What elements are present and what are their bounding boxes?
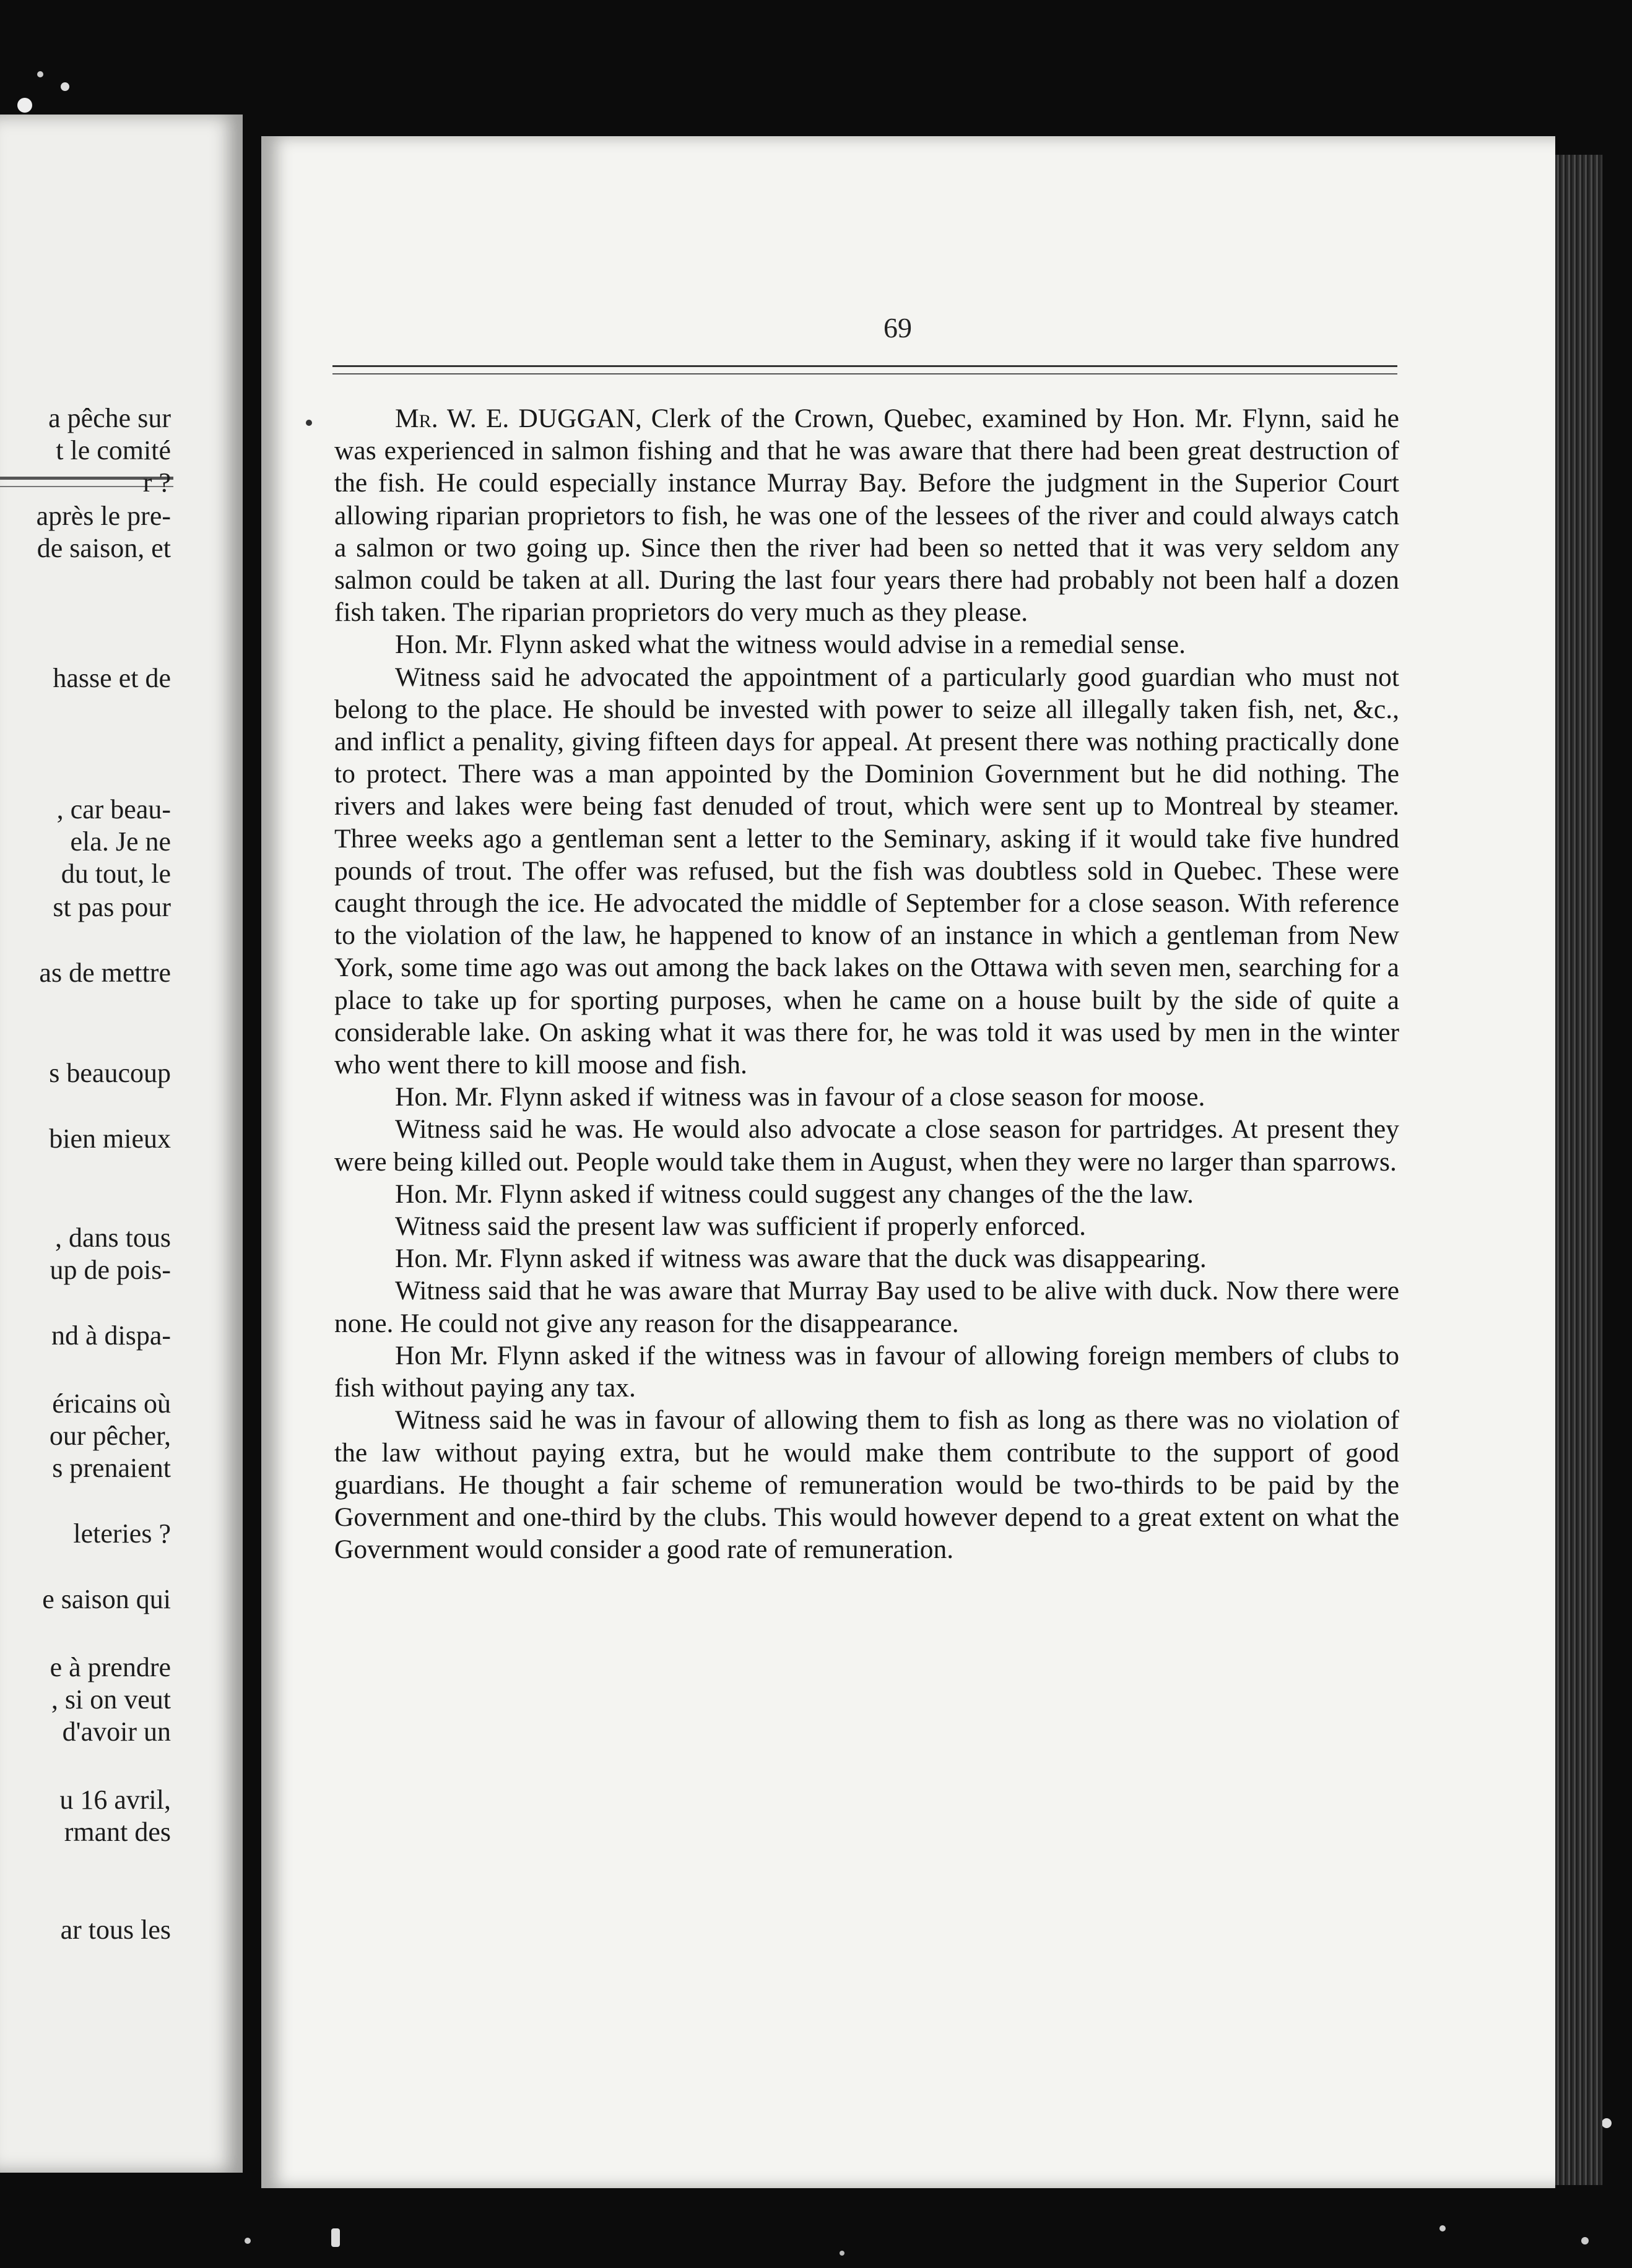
facing-line: éricains où bbox=[52, 1388, 171, 1419]
film-speck bbox=[331, 2228, 340, 2247]
paragraph-2: Hon. Mr. Flynn asked what the witness would advise in a remedial sense. bbox=[395, 630, 1186, 660]
facing-line: hasse et de bbox=[53, 663, 171, 693]
facing-line: r ? bbox=[142, 467, 171, 498]
speaker-title: Mr. bbox=[395, 404, 438, 433]
facing-line: ela. Je ne bbox=[70, 826, 171, 857]
facing-line: de saison, et bbox=[37, 533, 171, 563]
facing-page-fragment bbox=[0, 115, 243, 2173]
paragraph-4: Hon. Mr. Flynn asked if witness was in favour of a close season for moose. bbox=[395, 1082, 1205, 1112]
paragraph-11: Witness said he was in favour of allowing them to fish as long as there was no violation of the law without paying extra, but he would make them contribute to the support of good guardians. He thought a fair scheme of remuneration would be two-thirds to be paid by the Government and one-third by the clubs. This would however depend to a great extent on what the Government would consider a good rate of remuneration. bbox=[334, 1405, 1399, 1565]
facing-line: d'avoir un bbox=[62, 1716, 171, 1747]
facing-line: our pêcher, bbox=[49, 1421, 171, 1451]
facing-line: e saison qui bbox=[42, 1584, 171, 1614]
facing-line: u 16 avril, bbox=[59, 1785, 171, 1815]
facing-line: e à prendre bbox=[50, 1652, 171, 1682]
facing-line: s beaucoup bbox=[49, 1058, 171, 1088]
paragraph-7: Witness said the present law was sufficient if properly enforced. bbox=[395, 1211, 1087, 1242]
paragraph-8: Hon. Mr. Flynn asked if witness was aware that the duck was disappearing. bbox=[395, 1244, 1207, 1274]
page-number: 69 bbox=[883, 312, 912, 344]
paragraph-3: Witness said he advocated the appointment of a particularly good guardian who must not belong to the place. He should be invested with power to seize all illegally taken fish, net, &c., and inflict a penality, giving fifteen days for appeal. At present there was nothing practically done to protect. There was a man appointed by the Dominion Government but he did nothing. The rivers and lakes were being fast denuded of trout, which were sent up to Montreal by steamer. Three weeks ago a gentleman sent a letter to the Seminary, asking if it would take five hundred pounds of trout. The offer was refused, but the fish was doubtless sold in Quebec. These were caught through the ice. He advocated the middle of September for a close season. With reference to the violation of the law, he happened to know of an instance in which a gentleman from New York, some time ago was out among the back lakes on the Ottawa with seven men, searching for a place to take up for sporting purposes, when he came on a house built by the side of quite a considerable lake. On asking what it was there for, he was told it was used by men in the winter who went there to kill moose and fish. bbox=[334, 662, 1399, 1080]
facing-line: a pêche sur bbox=[48, 403, 171, 433]
facing-line: nd à dispa- bbox=[51, 1320, 171, 1351]
header-rule-thin bbox=[332, 373, 1397, 374]
facing-line: , car beau- bbox=[56, 794, 171, 825]
facing-line: as de mettre bbox=[39, 958, 171, 988]
facing-line: , dans tous bbox=[55, 1223, 171, 1253]
facing-line: bien mieux bbox=[49, 1123, 171, 1154]
facing-line: leteries ? bbox=[73, 1518, 171, 1549]
facing-line: après le pre- bbox=[36, 501, 171, 531]
paragraph-10: Hon Mr. Flynn asked if the witness was in favour of allowing foreign members of clubs to fish without paying any tax. bbox=[334, 1340, 1399, 1403]
facing-line: ar tous les bbox=[60, 1915, 171, 1945]
facing-line: s prenaient bbox=[52, 1453, 171, 1483]
paragraph-1: Mr. W. E. DUGGAN, Clerk of the Crown, Quebec, examined by Hon. Mr. Flynn, said he was experienced in salmon fishing and that he was aware that there had been great destruction of the fish. He could especially instance Murray Bay. Before the judgment in the Superior Court allowing riparian proprietors to fish, he was one of the lessees of the river and could always catch a salmon or two going up. Since then the river had been so netted that it was very seldom any salmon could be taken at all. During the last four years there had probably not been half a dozen fish taken. The riparian proprietors do very much as they please. bbox=[334, 404, 1399, 628]
facing-line: t le comité bbox=[56, 435, 171, 465]
header-rule bbox=[332, 365, 1397, 367]
paragraph-9: Witness said that he was aware that Murray Bay used to be alive with duck. Now there were none. He could not give any reason for the disappearance. bbox=[334, 1276, 1399, 1338]
paragraph-6: Hon. Mr. Flynn asked if witness could suggest any changes of the the law. bbox=[395, 1179, 1194, 1209]
facing-line: , si on veut bbox=[51, 1684, 171, 1715]
page bbox=[261, 136, 1555, 2188]
facing-line: st pas pour bbox=[53, 892, 171, 922]
paragraph-5: Witness said he was. He would also advocate a close season for partridges. At present they were being killed out. People would take them in August, when they were no larger than sparrows. bbox=[334, 1114, 1399, 1177]
book-page-edges bbox=[1555, 155, 1602, 2185]
facing-line: rmant des bbox=[64, 1817, 171, 1847]
facing-line: du tout, le bbox=[61, 859, 171, 889]
testimony-text bbox=[334, 402, 1399, 1565]
facing-line: up de pois- bbox=[50, 1255, 171, 1285]
margin-dot bbox=[306, 420, 312, 426]
